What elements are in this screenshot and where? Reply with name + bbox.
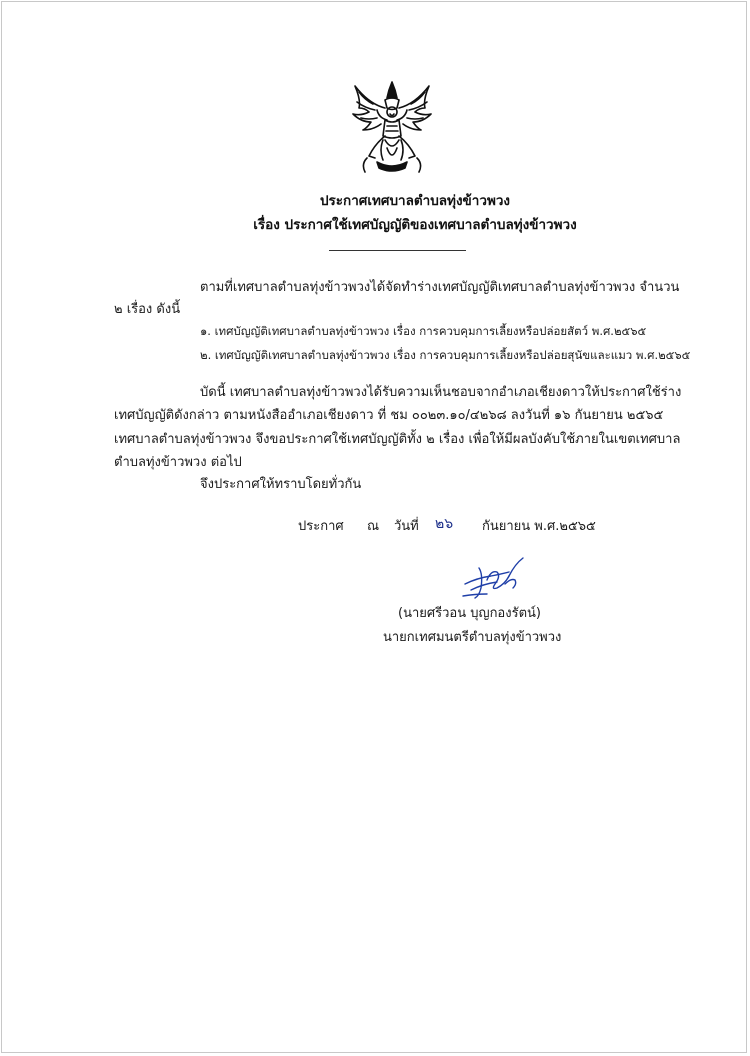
paragraph-1-line-2: ๒ เรื่อง ดังนี้ — [114, 302, 181, 317]
garuda-emblem-icon — [347, 78, 437, 178]
announcement-month-year: กันยายน พ.ศ.๒๕๖๕ — [482, 519, 596, 534]
signatory-position: นายกเทศมนตรีตำบลทุ่งข้าวพวง — [383, 630, 562, 645]
paragraph-1-line-1: ตามที่เทศบาลตำบลทุ่งข้าวพวงได้จัดทำร่างเทศบัญญัติเทศบาลตำบลทุ่งข้าวพวง จำนวน — [200, 280, 680, 295]
announcement-date-at: ณ — [367, 519, 380, 534]
closing-statement: จึงประกาศให้ทราบโดยทั่วกัน — [200, 477, 362, 492]
announcement-day: ๒๖ — [435, 516, 454, 532]
paragraph-2-line-3: เทศบาลตำบลทุ่งข้าวพวง จึงขอประกาศใช้เทศบัญญัติทั้ง ๒ เรื่อง เพื่อให้มีผลบังคับใช้ภายในเขตเทศบาล — [114, 432, 681, 447]
announcement-day-label: วันที่ — [394, 519, 419, 534]
announcement-subject: เรื่อง ประกาศใช้เทศบัญญัติของเทศบาลตำบลทุ่งข้าวพวง — [253, 217, 577, 233]
signature-image — [457, 554, 532, 604]
paragraph-2-line-4: ตำบลทุ่งข้าวพวง ต่อไป — [114, 455, 242, 470]
document-page — [1, 1, 747, 1053]
paragraph-2-line-2: เทศบัญญัติดังกล่าว ตามหนังสืออำเภอเชียงดาว ที่ ชม ๐๐๒๓.๑๐/๔๒๖๘ ลงวันที่ ๑๖ กันยายน ๒๕๖๕ — [114, 408, 664, 423]
title-divider — [329, 250, 466, 251]
announcement-date-prefix: ประกาศ — [298, 519, 344, 534]
signatory-name: (นายศรีวอน บุญกองรัตน์) — [398, 606, 541, 621]
list-item-1: ๑. เทศบัญญัติเทศบาลตำบลทุ่งข้าวพวง เรื่อง การควบคุมการเลี้ยงหรือปล่อยสัตว์ พ.ศ.๒๕๖๕ — [200, 324, 647, 338]
list-item-2: ๒. เทศบัญญัติเทศบาลตำบลทุ่งข้าวพวง เรื่อง การควบคุมการเลี้ยงหรือปล่อยสุนัขและแมว พ.ศ.๒๕๖๕ — [200, 348, 691, 362]
announcement-title: ประกาศเทศบาลตำบลทุ่งข้าวพวง — [319, 193, 511, 209]
paragraph-2-line-1: บัดนี้ เทศบาลตำบลทุ่งข้าวพวงได้รับความเห็นชอบจากอำเภอเชียงดาวให้ประกาศใช้ร่าง — [200, 385, 682, 400]
